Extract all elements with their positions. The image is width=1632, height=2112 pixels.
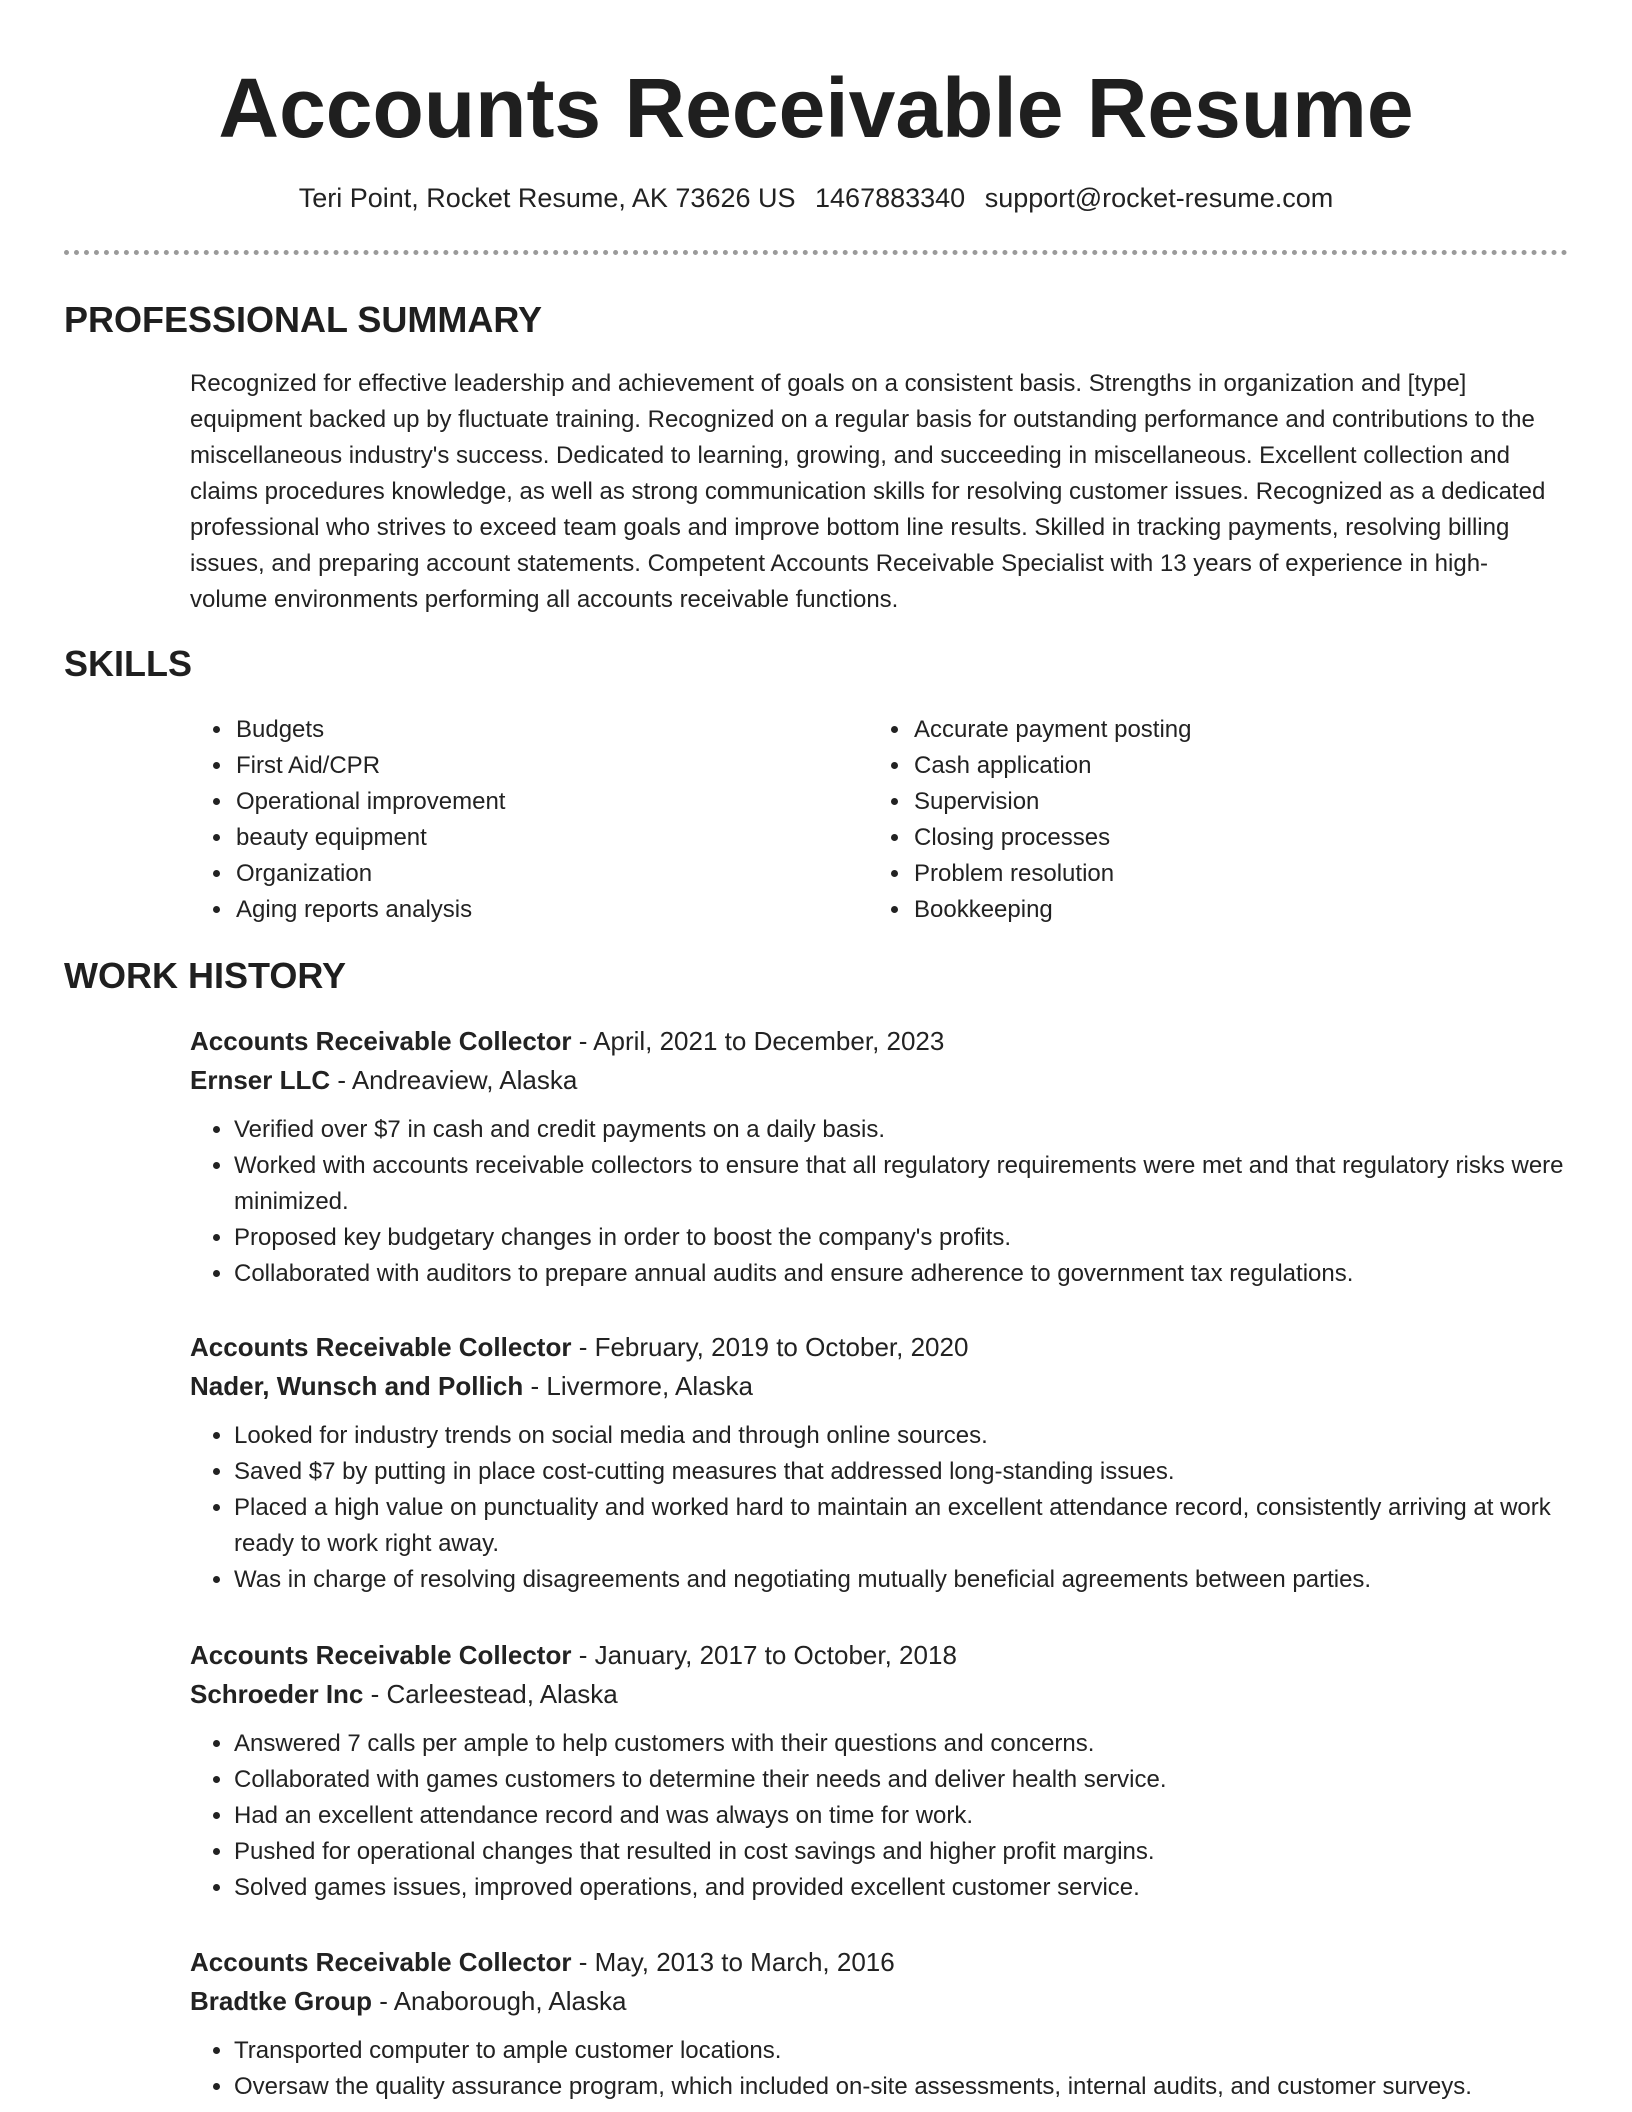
job-bullets [190,1418,1570,1598]
job-title-line [190,1636,1570,1675]
job-location: - Anaborough, Alaska [372,1986,627,2016]
job-dates: - January, 2017 to October, 2018 [571,1640,957,1670]
job-bullet: • Worked with accounts receivable collectors to ensure that all regulatory requirements were met and that regulatory risks were minimized. [234,1148,1570,1220]
skill-item: • Accurate payment posting [912,712,1592,748]
job-location: - Carleestead, Alaska [363,1679,618,1709]
job-company: Schroeder Inc [190,1679,364,1709]
job-title-line [190,1328,1570,1367]
job-location: - Livermore, Alaska [523,1371,754,1401]
job-bullet: • Looked for industry trends on social media and through online sources. [234,1418,1570,1454]
skill-item: • Problem resolution [912,856,1592,892]
skill-item: • Operational improvement [234,784,834,820]
job-bullets [190,1112,1570,1292]
job-title-line [190,1022,1570,1061]
job-bullets [190,2033,1570,2105]
job-bullet: • Collaborated with games customers to determine their needs and deliver health service. [234,1762,1570,1798]
job-bullet: • Transported computer to ample customer locations. [234,2033,1570,2069]
header-divider [64,250,1568,255]
job-company-line [190,1061,1570,1100]
job-title: Accounts Receivable Collector [190,1640,572,1670]
contact-email: support@rocket-resume.com [984,183,1334,213]
skill-item: • First Aid/CPR [234,748,834,784]
summary-text: Recognized for effective leadership and achievement of goals on a consistent basis. Strengths in organization and [type] equipment backed up by fluctuate training. Recognized on a regular basis for outstanding performance and contributions to the miscellaneous industry's success. Dedicated to learning, growing, and succeeding in miscellaneous. Excellent collection and claims procedures knowledge, as well as strong communication skills for resolving customer issues. Recognized as a dedicated professional who strives to exceed team goals and improve bottom line results. Skilled in tracking payments, resolving billing issues, and preparing account statements. Competent Accounts Receivable Specialist with 13 years of experience in high-volume environments performing all accounts receivable functions. [190,370,1546,613]
contact-line [0,180,1632,216]
job-entry [190,1943,1570,2105]
job-bullet: • Solved games issues, improved operations, and provided excellent customer service. [234,1870,1570,1906]
skill-item: • beauty equipment [234,820,834,856]
job-bullet: • Oversaw the quality assurance program, which included on-site assessments, internal audits, and customer surveys. [234,2069,1570,2105]
skill-item: • Cash application [912,748,1592,784]
job-title: Accounts Receivable Collector [190,1026,572,1056]
skill-item: • Closing processes [912,820,1592,856]
skill-item: • Organization [234,856,834,892]
job-company-line [190,1367,1570,1406]
skills-list-right [868,712,1592,928]
job-bullet: • Placed a high value on punctuality and worked hard to maintain an excellent attendance record, consistently arriving at work ready to work right away. [234,1490,1570,1562]
job-title-line [190,1943,1570,1982]
job-bullets [190,1726,1570,1906]
job-title: Accounts Receivable Collector [190,1332,572,1362]
job-bullet: • Collaborated with auditors to prepare annual audits and ensure adherence to government tax regulations. [234,1256,1570,1292]
skill-item: • Bookkeeping [912,892,1592,928]
job-title: Accounts Receivable Collector [190,1947,572,1977]
job-location: - Andreaview, Alaska [330,1065,578,1095]
job-bullet: • Had an excellent attendance record and was always on time for work. [234,1798,1570,1834]
skills-heading: SKILLS [64,643,193,684]
contact-phone: 1467883340 [815,183,966,213]
resume-title: Accounts Receivable Resume [218,61,1414,155]
job-dates: - May, 2013 to March, 2016 [571,1947,895,1977]
job-bullet: • Saved $7 by putting in place cost-cutting measures that addressed long-standing issues. [234,1454,1570,1490]
job-company: Ernser LLC [190,1065,331,1095]
skill-item: • Aging reports analysis [234,892,834,928]
job-dates: - February, 2019 to October, 2020 [571,1332,969,1362]
skill-item: • Budgets [234,712,834,748]
contact-address: Teri Point, Rocket Resume, AK 73626 US [298,183,796,213]
job-dates: - April, 2021 to December, 2023 [571,1026,945,1056]
job-company: Nader, Wunsch and Pollich [190,1371,524,1401]
job-bullet: • Answered 7 calls per ample to help customers with their questions and concerns. [234,1726,1570,1762]
job-bullet: • Proposed key budgetary changes in order to boost the company's profits. [234,1220,1570,1256]
work-history-heading: WORK HISTORY [64,955,347,996]
skill-item: • Supervision [912,784,1592,820]
job-entry [190,1636,1570,1906]
job-entry [190,1022,1570,1292]
job-company-line [190,1982,1570,2021]
job-bullet: • Was in charge of resolving disagreements and negotiating mutually beneficial agreements between parties. [234,1562,1570,1598]
job-company-line [190,1675,1570,1714]
job-company: Bradtke Group [190,1986,373,2016]
skills-list-left [190,712,834,928]
job-entry [190,1328,1570,1598]
job-bullet: • Pushed for operational changes that resulted in cost savings and higher profit margins. [234,1834,1570,1870]
summary-heading: PROFESSIONAL SUMMARY [64,299,543,340]
job-bullet: • Verified over $7 in cash and credit payments on a daily basis. [234,1112,1570,1148]
